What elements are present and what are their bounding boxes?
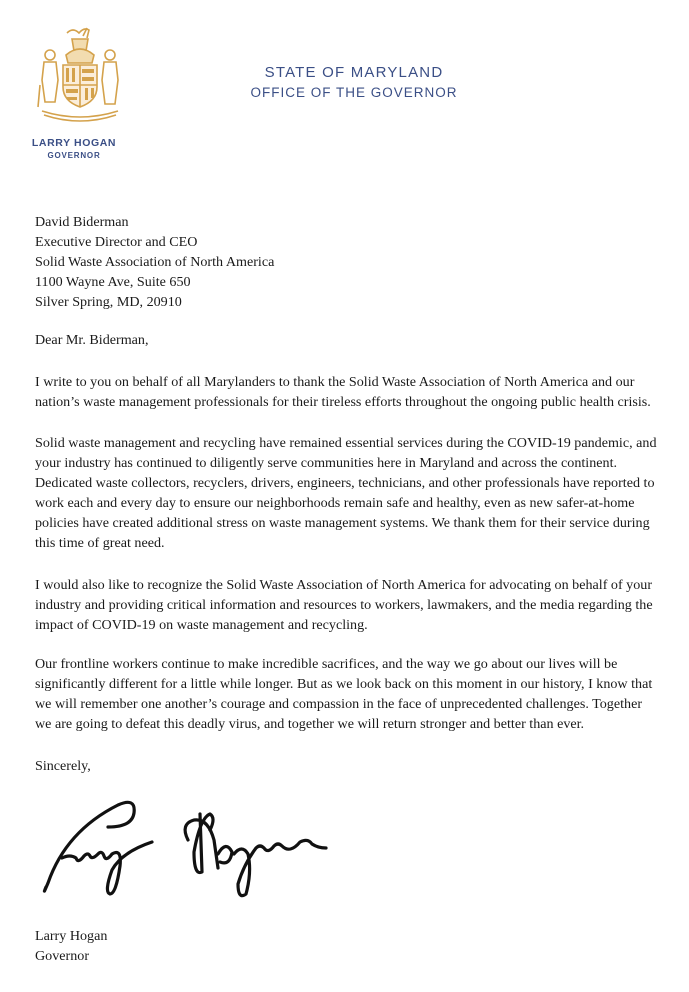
recipient-address-line1: 1100 Wayne Ave, Suite 650 — [35, 274, 191, 290]
governor-name-header: LARRY HOGAN — [31, 137, 117, 149]
salutation: Dear Mr. Biderman, — [35, 332, 149, 348]
recipient-address — [35, 212, 660, 312]
maryland-seal-icon — [30, 25, 130, 125]
handwritten-signature-icon — [38, 792, 330, 904]
recipient-organization: Solid Waste Association of North America — [35, 254, 275, 270]
body-paragraph-2: Solid waste management and recycling have remained essential services during the COVID-19 pandemic, and your industry has continued to diligently serve communities here in Maryland and across the continent. Dedicated waste collectors, recyclers, drivers, engineers, technicians, and other professionals have reported to work each and every day to ensure our neighborhoods remain safe and healthy, even as new safer-at-home policies have created additional stress on waste management systems. We thank them for their service during this time of great need. — [35, 435, 657, 551]
recipient-title: Executive Director and CEO — [35, 234, 198, 250]
signature-block — [35, 926, 660, 966]
recipient-name: David Biderman — [35, 214, 129, 230]
body-paragraph-1: I write to you on behalf of all Marylanders to thank the Solid Waste Association of North America and our nation’s waste management professionals for their tireless efforts throughout the ongoing public health crisis. — [35, 374, 651, 410]
body-paragraph-3: I would also like to recognize the Solid Waste Association of North America for advocating on behalf of your industry and providing critical information and resources to workers, lawmakers, and the media regarding the impact of COVID-19 on waste management and recycling. — [35, 577, 653, 633]
signer-title: Governor — [35, 948, 90, 964]
state-title: STATE OF MARYLAND — [264, 64, 444, 81]
recipient-address-line2: Silver Spring, MD, 20910 — [35, 294, 182, 310]
governor-title-header: GOVERNOR — [47, 151, 101, 160]
body-paragraph-4: Our frontline workers continue to make incredible sacrifices, and the way we go about our lives will be significantly different for a little while longer. But as we look back on this moment in our history, I know that we will remember one another’s courage and compassion in the face of unprecedented challenges. Together we are going to defeat this deadly virus, and together we will return stronger and better than ever. — [35, 656, 653, 732]
office-title: OFFICE OF THE GOVERNOR — [250, 85, 458, 100]
closing: Sincerely, — [35, 758, 91, 774]
signer-name: Larry Hogan — [35, 928, 108, 944]
